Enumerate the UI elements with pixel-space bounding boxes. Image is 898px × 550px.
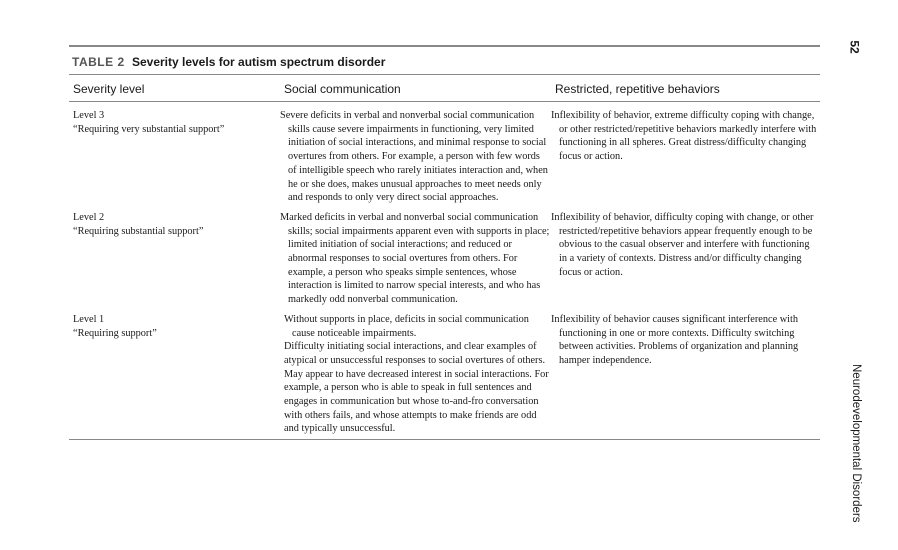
header-severity-level: Severity level bbox=[73, 82, 145, 96]
header-restricted-behaviors: Restricted, repetitive behaviors bbox=[555, 82, 720, 96]
table-bottom-rule bbox=[69, 439, 820, 440]
severity-support: “Requiring substantial support” bbox=[73, 225, 204, 237]
table-row bbox=[69, 109, 820, 205]
social-communication-cell: Severe deficits in verbal and nonverbal social communication skills cause severe impairments in functioning, very limited initiation of social interactions, and minimal response to social overtures from others. For example, a person with few words of intelligible speech who rarely initiates interaction and, when he or she does, makes unusual approaches to meet needs only and responds to only very direct social approaches. bbox=[280, 110, 548, 204]
table-header-row bbox=[69, 75, 820, 101]
severity-cell bbox=[69, 109, 280, 205]
header-social-communication: Social communication bbox=[284, 82, 401, 96]
severity-level: Level 1 bbox=[73, 313, 105, 325]
severity-table bbox=[69, 45, 820, 440]
restricted-behaviors-cell: Inflexibility of behavior, extreme difficulty coping with change, or other restricted/repetitive behaviors markedly interfere with functioning in all spheres. Great distress/difficulty changing focus or action. bbox=[551, 110, 817, 163]
severity-cell bbox=[69, 313, 280, 436]
restricted-behaviors-cell: Inflexibility of behavior, difficulty coping with change, or other restricted/repetitive behaviors appear frequently enough to be obvious to the casual observer and interfere with functioning in a variety of contexts. Distress and/or difficulty changing focus or action. bbox=[551, 211, 814, 278]
social-communication-text-extra: Difficulty initiating social interactions, and clear examples of atypical or unsuccessful responses to social overtures of others. May appear to have decreased interest in social interactions. For example, a person who is able to speak in full sentences and engages in communication but whose to-and-fro conversation with others fails, and whose attempts to make friends are odd and typically unsuccessful. bbox=[284, 341, 549, 435]
social-communication-cell: Marked deficits in verbal and nonverbal social communication skills; social impairments apparent even with supports in place; limited initiation of social interactions; and reduced or abnormal responses to social overtures from others. For example, a person who speaks simple sentences, whose interaction is limited to narrow special interests, and who has markedly odd nonverbal communication. bbox=[280, 211, 550, 306]
social-communication-text: Without supports in place, deficits in social communication cause noticeable impairments. bbox=[284, 313, 529, 339]
social-communication-cell bbox=[280, 313, 551, 436]
severity-support: “Requiring support” bbox=[73, 327, 157, 339]
restricted-behaviors-cell: Inflexibility of behavior causes significant interference with functioning in one or more contexts. Difficulty switching between activities. Problems of organization and planning hamper independence. bbox=[551, 313, 799, 366]
severity-level: Level 2 bbox=[73, 211, 105, 223]
severity-support: “Requiring very substantial support” bbox=[73, 123, 225, 135]
severity-cell bbox=[69, 211, 280, 307]
table-row bbox=[69, 313, 820, 436]
chapter-running-head: Neurodevelopmental Disorders bbox=[850, 364, 862, 523]
page-number: 52 bbox=[847, 40, 862, 54]
table-row bbox=[69, 211, 820, 307]
table-body bbox=[69, 102, 820, 436]
table-caption bbox=[69, 47, 820, 74]
table-number: TABLE 2 bbox=[72, 55, 125, 69]
table-title: Severity levels for autism spectrum disorder bbox=[131, 55, 386, 69]
severity-level: Level 3 bbox=[73, 110, 105, 121]
